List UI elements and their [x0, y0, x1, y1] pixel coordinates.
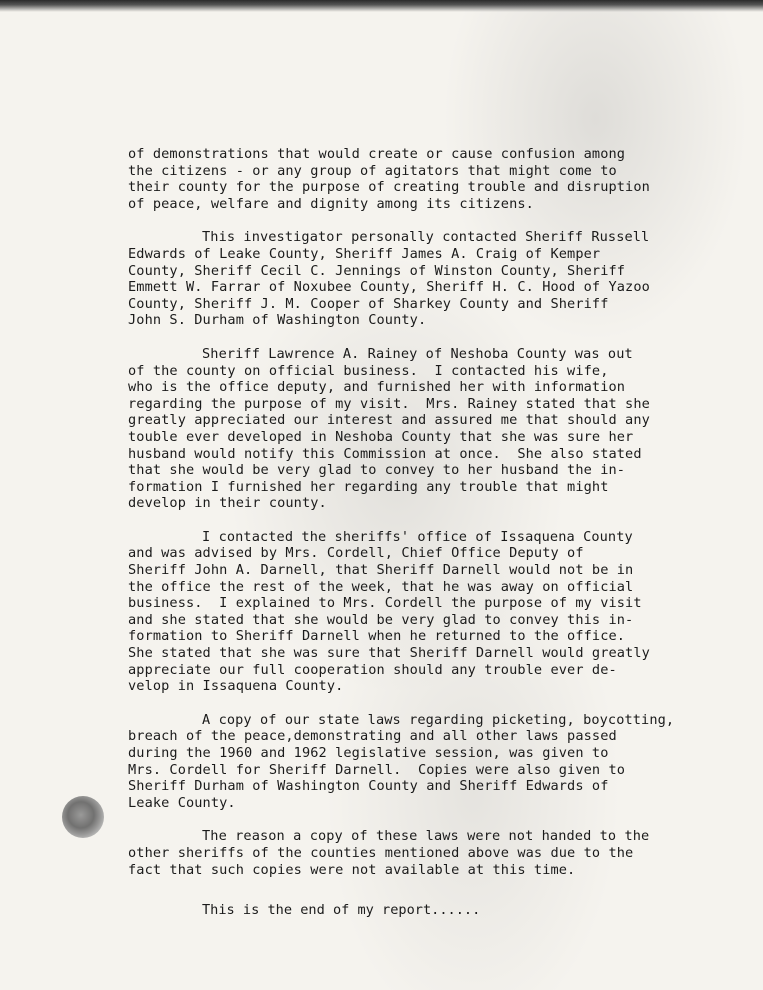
text-line: County, Sheriff J. M. Cooper of Sharkey County and Sheriff	[128, 295, 609, 312]
text-line: of peace, welfare and dignity among its citizens.	[128, 195, 534, 212]
text-line: breach of the peace,demonstrating and all other laws passed	[128, 728, 617, 745]
text-line: fact that such copies were not available at this time.	[128, 861, 576, 878]
text-line: appreciate our full cooperation should any trouble ever de-	[128, 661, 617, 678]
text-line: of the county on official business. I contacted his wife,	[128, 362, 609, 379]
text-line: Sheriff John A. Darnell, that Sheriff Darnell would not be in	[128, 562, 634, 579]
scan-edge-band	[0, 0, 763, 12]
text-line: the office the rest of the week, that he was away on official	[128, 578, 634, 595]
text-line: County, Sheriff Cecil C. Jennings of Winston County, Sheriff	[128, 262, 626, 279]
text-line: business. I explained to Mrs. Cordell the purpose of my visit	[128, 595, 642, 612]
punch-hole-mark	[62, 796, 104, 838]
text-line: touble ever developed in Neshoba County that she was sure her	[128, 428, 634, 445]
text-line: Edwards of Leake County, Sheriff James A. Craig of Kemper	[128, 245, 601, 262]
paragraph	[128, 229, 710, 329]
text-line: Leake County.	[128, 794, 236, 811]
text-line: regarding the purpose of my visit. Mrs. Rainey stated that she	[128, 395, 650, 412]
paragraph	[128, 146, 710, 212]
text-line: develop in their county.	[128, 495, 327, 512]
text-line: I contacted the sheriffs' office of Issaquena County	[202, 528, 633, 545]
text-line: John S. Durham of Washington County.	[128, 312, 427, 329]
closing-line: This is the end of my report......	[202, 902, 481, 918]
text-line: other sheriffs of the counties mentioned above was due to the	[128, 844, 634, 861]
text-line: A copy of our state laws regarding picketing, boycotting,	[202, 711, 675, 728]
text-line: greatly appreciated our interest and assured me that should any	[128, 412, 650, 429]
paragraph	[128, 828, 710, 878]
text-line: who is the office deputy, and furnished her with information	[128, 379, 626, 396]
text-line: She stated that she was sure that Sheriff Darnell would greatly	[128, 645, 650, 662]
text-line: Mrs. Cordell for Sheriff Darnell. Copies were also given to	[128, 761, 626, 778]
paragraph	[128, 346, 710, 512]
paragraph	[128, 529, 710, 695]
text-line: the citizens - or any group of agitators that might come to	[128, 162, 617, 179]
text-line: This investigator personally contacted Sheriff Russell	[202, 229, 650, 246]
text-line: Emmett W. Farrar of Noxubee County, Sheriff H. C. Hood of Yazoo	[128, 279, 650, 296]
text-line: Sheriff Lawrence A. Rainey of Neshoba County was out	[202, 345, 633, 362]
text-line: husband would notify this Commission at once. She also stated	[128, 445, 642, 462]
document-body	[128, 146, 710, 895]
text-line: their county for the purpose of creating trouble and disruption	[128, 179, 650, 196]
text-line: formation to Sheriff Darnell when he returned to the office.	[128, 628, 626, 645]
text-line: and was advised by Mrs. Cordell, Chief Office Deputy of	[128, 545, 584, 562]
text-line: that she would be very glad to convey to her husband the in-	[128, 462, 626, 479]
text-line: formation I furnished her regarding any trouble that might	[128, 478, 609, 495]
paragraph	[128, 712, 710, 812]
text-line: velop in Issaquena County.	[128, 678, 344, 695]
text-line: during the 1960 and 1962 legislative session, was given to	[128, 745, 609, 761]
text-line: of demonstrations that would create or cause confusion among	[128, 146, 626, 162]
text-line: Sheriff Durham of Washington County and Sheriff Edwards of	[128, 778, 609, 795]
text-line: The reason a copy of these laws were not handed to the	[202, 828, 650, 845]
text-line: and she stated that she would be very glad to convey this in-	[128, 611, 634, 628]
